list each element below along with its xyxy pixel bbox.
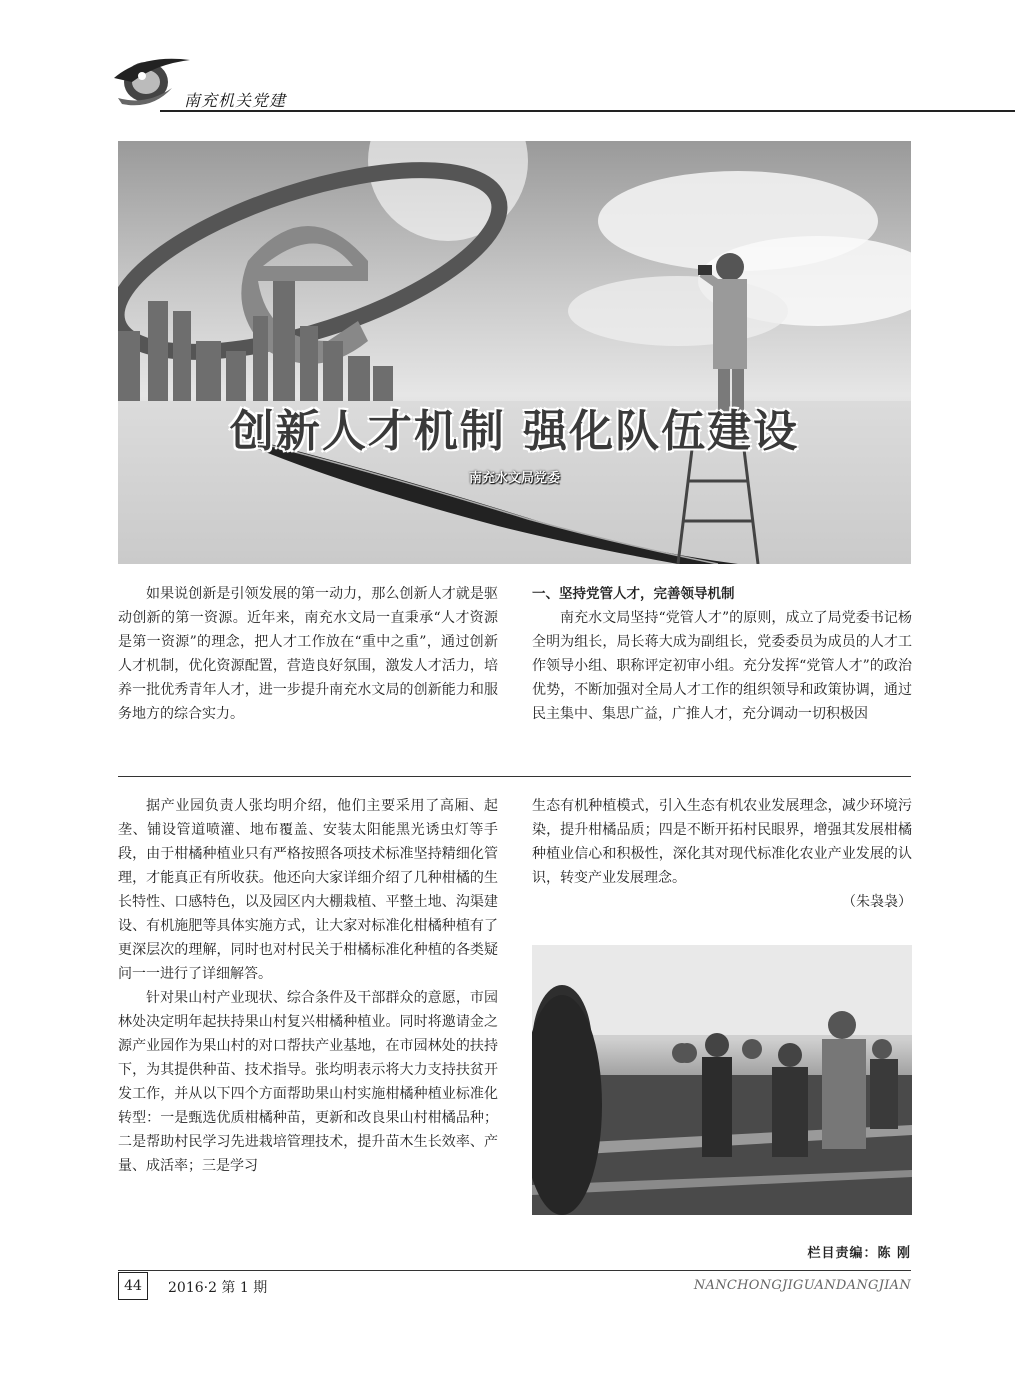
header-rule xyxy=(160,110,1015,112)
journal-name: 南充机关党建 xyxy=(184,91,287,110)
journal-name-english: NANCHONGJIGUANDANGJIAN xyxy=(693,1278,911,1293)
orchard-paragraph-3: 生态有机种植模式，引入生态有机农业发展理念，减少环境污染，提升柑橘品质；四是不断开拓村民眼界，增强其发展柑橘种植业信心和积极性，深化其对现代标准化农业产业发展的认识，转变产业发展理念。 xyxy=(532,798,912,886)
orchard-article-left-column xyxy=(118,794,498,1178)
intro-paragraph: 如果说创新是引领发展的第一动力，那么创新人才就是驱动创新的第一资源。近年来，南充水文局一直秉承“人才资源是第一资源”的理念，把人才工作放在“重中之重”，通过创新人才机制，优化资源配置，营造良好氛围，激发人才活力，培养一批优秀青年人才，进一步提升南充水文局的创新能力和服务地方的综合实力。 xyxy=(118,586,498,722)
footer-rule xyxy=(118,1270,911,1271)
section-one-paragraph: 南充水文局坚持“党管人才”的原则，成立了局党委书记杨全明为组长，局长蒋大成为副组长，党委委员为成员的人才工作领导小组、职称评定初审小组。充分发挥“党管人才”的政治优势，不断加强对全局人才工作的组织领导和政策协调，通过民主集中、集思广益，广推人才，充分调动一切积极因 xyxy=(532,610,912,722)
orchard-paragraph-1: 据产业园负责人张均明介绍，他们主要采用了高厢、起垄、铺设管道喷灌、地布覆盖、安装太阳能黑光诱虫灯等手段，由于柑橘种植业只有严格按照各项技术标准坚持精细化管理，才能真正有所收获。他还向大家详细介绍了几种柑橘的生长特性、口感特色，以及园区内大棚栽植、平整土地、沟渠建设、有机施肥等具体实施方式，让大家对标准化柑橘种植有了更深层次的理解，同时也对村民关于柑橘标准化种植的各类疑问一一进行了详细解答。 xyxy=(118,798,498,982)
orchard-article-right-column xyxy=(532,794,912,914)
orchard-visit-photo xyxy=(532,945,912,1215)
journal-logo-icon xyxy=(112,48,192,110)
issue-number: 2016·2 第 1 期 xyxy=(168,1280,268,1296)
article-byline: 南充水文局党委 xyxy=(468,471,560,486)
page-number: 44 xyxy=(118,1272,148,1300)
orchard-paragraph-2: 针对果山村产业现状、综合条件及干部群众的意愿，市园林处决定明年起扶持果山村复兴柑橘种植业。同时将邀请金之源产业园作为果山村的对口帮扶产业基地，在市园林处的扶持下，为其提供种苗、技术指导。张均明表示将大力支持扶贫开发工作，并从以下四个方面帮助果山村实施柑橘种植业标准化转型：一是甄选优质柑橘种苗，更新和改良果山村柑橘品种；二是帮助村民学习先进栽培管理技术，提升苗木生长效率、产量、成活率；三是学习 xyxy=(118,990,498,1174)
section-heading: 一、坚持党管人才，完善领导机制 xyxy=(532,586,735,602)
banner-image xyxy=(118,141,911,564)
article-author: （朱袅袅） xyxy=(842,894,912,910)
article-divider xyxy=(118,776,911,777)
column-editor-credit: 栏目责编：陈 刚 xyxy=(807,1246,911,1261)
orchard-visit-illustration xyxy=(532,945,912,1215)
intro-column xyxy=(118,582,498,726)
section-one-column xyxy=(532,582,912,726)
article-headline: 创新人才机制 强化队伍建设 xyxy=(229,406,800,457)
banner-illustration xyxy=(118,141,911,564)
